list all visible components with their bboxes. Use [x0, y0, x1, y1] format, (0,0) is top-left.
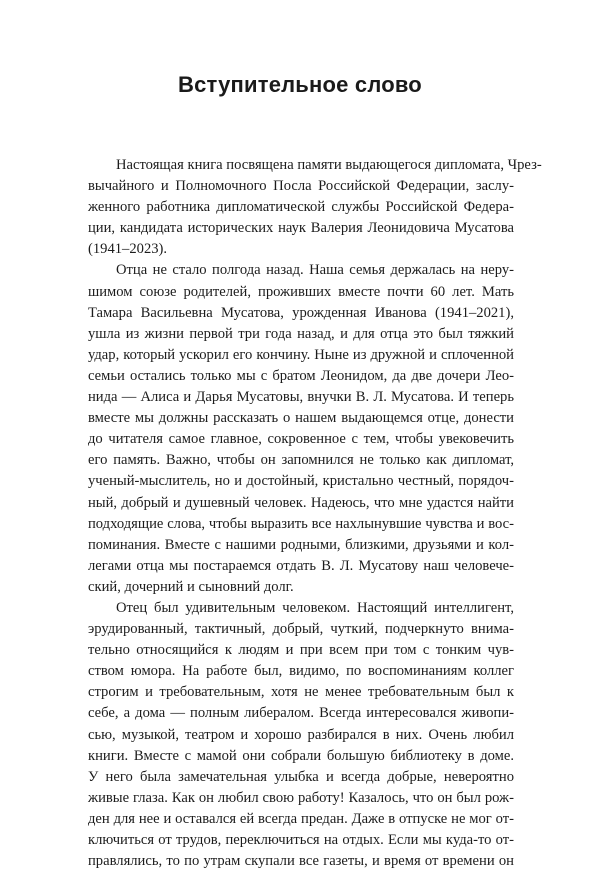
text-line: ушла из жизни первой три года назад, и для отца это был тяжкий — [88, 325, 514, 342]
text-line: строгим и требовательным, хотя не менее требовательным был к — [88, 684, 514, 701]
text-line: Отец был удивительным человеком. Настоящий интеллигент, — [116, 599, 514, 616]
body-text — [88, 155, 542, 872]
text-line: удар, который ускорил его кончину. Ныне из дружной и сплоченной — [88, 346, 514, 363]
text-line: ции, кандидата исторических наук Валерия Леонидовича Мусатова — [88, 220, 514, 237]
text-line: ный, добрый и душевный человек. Надеюсь, что мне удастся найти — [88, 494, 514, 511]
text-line: вычайного и Полномочного Посла Российской Федерации, заслу- — [88, 178, 514, 195]
text-line: до читателя самое главное, сокровенное с тем, чтобы увековечить — [88, 431, 514, 448]
text-line: ством юмора. На работе был, видимо, по воспоминаниям коллег — [88, 663, 514, 680]
text-line: себе, а дома — полным либералом. Всегда интересовался живопи- — [88, 705, 514, 722]
text-line: шимом союзе родителей, проживших вместе почти 60 лет. Мать — [88, 283, 514, 300]
text-line: его память. Важно, чтобы он запомнился не только как дипломат, — [88, 452, 514, 469]
paragraph-1 — [88, 155, 542, 260]
paragraph-2 — [88, 260, 514, 598]
text-line: книги. Вместе с мамой они собрали большую библиотеку в доме. — [88, 747, 514, 764]
text-line: тельно относящийся к людям и при всем при том с тонким чув- — [88, 642, 514, 659]
text-line: Отца не стало полгода назад. Наша семья держалась на неру- — [116, 262, 514, 279]
text-line: ден для нее и оставался ей всегда предан. Даже в отпуске не мог от- — [88, 810, 514, 827]
text-line: живые глаза. Как он любил свою работу! Казалось, что он был рож- — [88, 789, 514, 806]
text-line: правлялись, то по утрам скупали все газеты, и время от времени он — [88, 853, 514, 870]
text-line: ключиться от трудов, переключиться на отдых. Если мы куда-то от- — [88, 832, 514, 848]
text-line: вместе мы должны рассказать о нашем выдающемся отце, донести — [88, 410, 514, 427]
text-line: У него была замечательная улыбка и всегда добрые, невероятно — [88, 768, 514, 785]
text-line: ский, дочерний и сыновний долг. — [88, 578, 294, 595]
paragraph-3 — [88, 598, 514, 872]
text-line: нида — Алиса и Дарья Мусатовы, внучки В. Л. Мусатова. И теперь — [88, 389, 514, 406]
text-line: ученый-мыслитель, но и достойный, кристально честный, порядоч- — [88, 473, 514, 490]
text-line: (1941–2023). — [88, 241, 168, 258]
text-line: женного работника дипломатической службы Российской Федера- — [88, 199, 514, 216]
text-line: сью, музыкой, театром и хорошо разбирался в них. Очень любил — [88, 726, 514, 743]
text-line: эрудированный, тактичный, добрый, чуткий, подчеркнуто внима- — [88, 621, 514, 638]
text-line: Тамара Васильевна Мусатова, урожденная Иванова (1941–2021), — [88, 304, 514, 321]
text-line: легами отца мы постараемся отдать В. Л. Мусатову наш человече- — [88, 557, 514, 574]
text-line: подходящие слова, чтобы выразить все нахлынувшие чувства и вос- — [88, 515, 514, 532]
text-line: семьи остались только мы с братом Леонидом, да две дочери Лео- — [88, 367, 514, 384]
text-line: Настоящая книга посвящена памяти выдающегося дипломата, Чрез- — [116, 157, 542, 173]
text-line: поминания. Вместе с нашими родными, близкими, друзьями и кол- — [88, 536, 514, 553]
page-title: Вступительное слово — [178, 72, 422, 97]
